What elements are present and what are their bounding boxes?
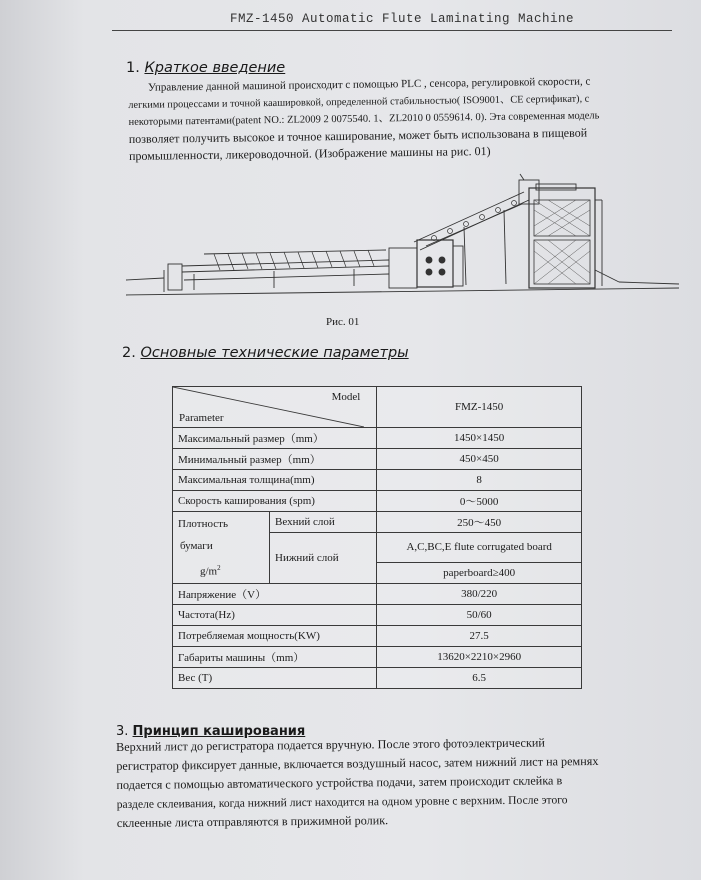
- row-value: 6.5: [377, 667, 582, 688]
- table-row: [173, 449, 582, 470]
- row-label: Минимальный размер（mm）: [173, 449, 377, 470]
- row-value: 50/60: [377, 604, 582, 625]
- bottom-layer-label: Нижний слой: [270, 533, 377, 584]
- row-value: 13620×2210×2960: [377, 646, 582, 667]
- bottom-layer-value1: A,C,BC,E flute corrugated board: [377, 533, 582, 563]
- row-label: Скорость каширования (spm): [173, 491, 377, 512]
- row-value: 0～5000: [377, 491, 582, 512]
- row-label: Габариты машины（mm）: [173, 646, 377, 667]
- row-value: 1450×1450: [377, 428, 582, 449]
- table-row: [173, 625, 582, 646]
- section1-line: промышленности, ликероводочной. (Изображение машины на рис. 01): [128, 143, 491, 163]
- bottom-layer-value2: paperboard≥400: [377, 562, 582, 583]
- table-row: [173, 491, 582, 512]
- section3-text: [116, 733, 599, 833]
- section3-line: Верхний лист до регистратора подается вручную. После этого фотоэлектрический: [116, 735, 545, 754]
- section1-number: 1.: [126, 60, 140, 76]
- row-label: Максимальный размер（mm）: [173, 428, 377, 449]
- table-header-row: [173, 387, 582, 428]
- row-label: Частота(Hz): [173, 604, 377, 625]
- table-row: [173, 646, 582, 667]
- row-value: 27.5: [377, 625, 582, 646]
- table-row-paper-top: [173, 512, 582, 533]
- model-value: FMZ-1450: [377, 387, 582, 428]
- paper-density-label: [173, 512, 270, 584]
- section1-text: [128, 73, 600, 165]
- table-row: [173, 667, 582, 688]
- section3-number: 3.: [116, 724, 129, 739]
- section1-line: легкими процессами и точной каашировкой, определенной стабильностью( ISO9001、CE сертификат), с: [128, 93, 590, 111]
- parameter-label: Parameter: [179, 412, 224, 424]
- figure-caption: Рис. 01: [326, 316, 360, 328]
- parameters-table: [172, 386, 582, 689]
- section3-line: регистратор фиксирует данные, включается воздушный насос, затем нижний лист на ремнях: [116, 753, 599, 773]
- section3-line: подается с помощью автоматического устройства подачи, затем происходит склейка в: [116, 773, 563, 792]
- machine-drawing: [124, 170, 684, 305]
- table-row: [173, 583, 582, 604]
- top-layer-value: 250～450: [377, 512, 582, 533]
- paper-density-line2: бумаги: [180, 540, 213, 552]
- section1-line: некоторыми патентами(patent NO.: ZL2009 2 0075540. 1、ZL2010 0 0559614. 0). Эта современная модель: [128, 110, 600, 128]
- section1-heading: [126, 60, 285, 76]
- header-rule: [112, 30, 672, 31]
- row-label: Напряжение（V）: [173, 583, 377, 604]
- paper-density-unit: g/m: [200, 565, 218, 578]
- section1-line: Управление данной машиной происходит с помощью PLC , сенсора, регулировкой скорости, с: [148, 75, 591, 94]
- section3-line: склеенные листа отправляются в прижимной ролик.: [116, 813, 389, 830]
- section1-line: позволяет получить высокое и точное каширование, может быть использована в пищевой: [128, 125, 588, 146]
- row-value: 8: [377, 470, 582, 491]
- section2-title: Основные технические параметры: [140, 345, 409, 361]
- section3-line: разделе склеивания, когда нижний лист находится на одном уровне с верхним. После этого: [116, 793, 568, 811]
- table-row: [173, 428, 582, 449]
- row-value: 380/220: [377, 583, 582, 604]
- section2-number: 2.: [122, 345, 136, 361]
- row-label: Максимальная толщина(mm): [173, 470, 377, 491]
- table-row: [173, 470, 582, 491]
- section3-title: Принцип каширования: [132, 724, 306, 739]
- section2-heading: [122, 345, 409, 361]
- paper-density-unit-wrap: [178, 557, 264, 583]
- header-title: FMZ-1450 Automatic Flute Laminating Machine: [230, 12, 575, 26]
- paper-density-line1: Плотность: [178, 518, 228, 530]
- header-diagonal-cell: [173, 387, 377, 428]
- section1-title: Краткое введение: [144, 60, 286, 76]
- table-row: [173, 604, 582, 625]
- top-layer-label: Вехний слой: [270, 512, 377, 533]
- row-value: 450×450: [377, 449, 582, 470]
- row-label: Потребляемая мощность(KW): [173, 625, 377, 646]
- paper-density-unit-sup: 2: [217, 564, 221, 572]
- row-label: Вес (T): [173, 667, 377, 688]
- model-label: Model: [331, 391, 361, 403]
